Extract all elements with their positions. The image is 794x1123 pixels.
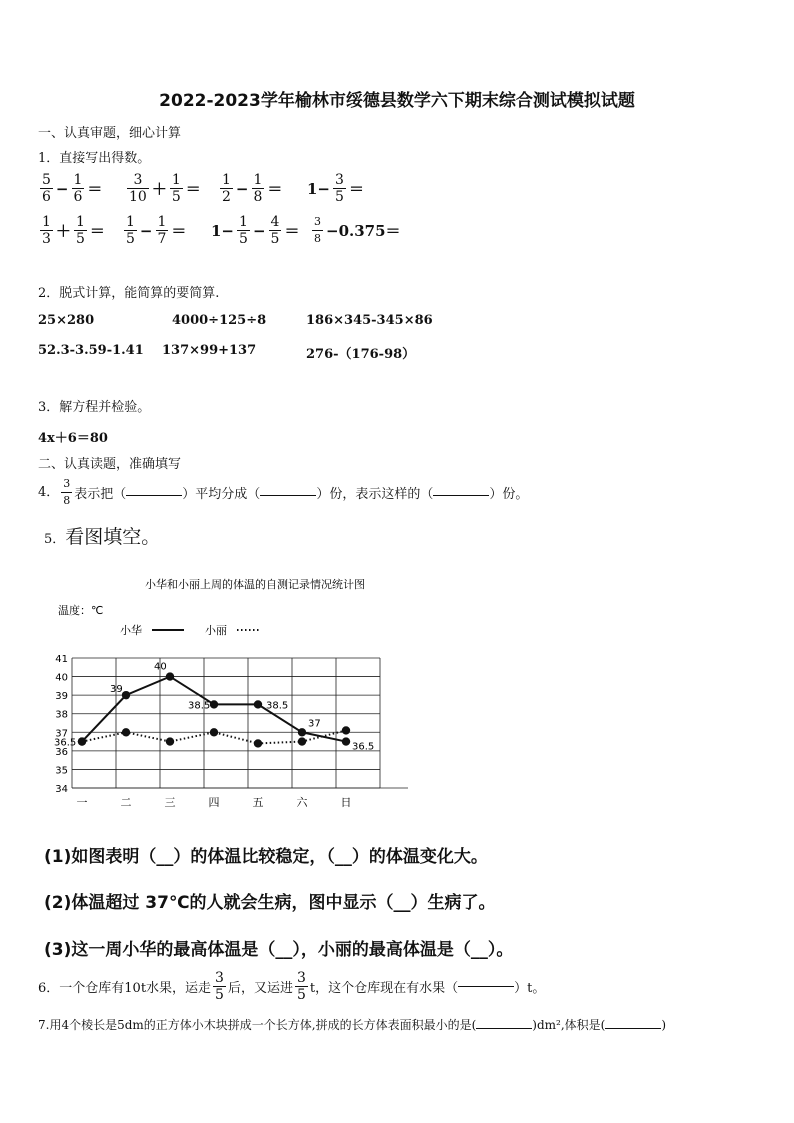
x-tick-label-6: 日	[340, 796, 352, 809]
x-tick-label-2: 三	[164, 796, 176, 809]
q7-text: 7.用4个棱长是5dm的正方体小木块拼成一个长方体,拼成的长方体表面积最小的是( )dm²,体积是( )	[38, 1018, 667, 1032]
q1-label: 1．直接写出得数。	[38, 151, 151, 166]
q1-r2-expr1: $\frac{1}{3}$ ＋ $\frac{1}{5}$ ＝	[42, 214, 105, 247]
q1-r2-expr3: 1− $\frac{1}{5}$ − $\frac{4}{5}$ ＝	[211, 214, 300, 247]
q2-item-3: 186×345-345×86	[306, 313, 433, 328]
q1-r1-expr3: $\frac{1}{2}$ − $\frac{1}{8}$ ＝	[222, 172, 283, 205]
series-0-label-4: 38.5	[266, 700, 289, 712]
series-0-label-2: 40	[154, 661, 167, 673]
section-1-heading: 一、认真审题，细心计算	[38, 126, 182, 141]
y-tick-label-37: 37	[55, 728, 68, 740]
q5-sub-1: (1)如图表明（__）的体温比较稳定，（__）的体温变化大。	[44, 847, 488, 867]
x-tick-label-1: 二	[120, 796, 132, 809]
series-0-point-6	[342, 737, 350, 745]
series-0-label-6: 36.5	[352, 741, 375, 753]
q3-equation: 4x＋6＝80	[38, 431, 108, 446]
q1-r1-expr2: $\frac{3}{10}$ ＋ $\frac{1}{5}$ ＝	[129, 172, 201, 205]
section-2-heading: 二、认真读题，准确填写	[38, 457, 182, 472]
series-0-label-5: 37	[308, 718, 321, 730]
x-tick-label-5: 六	[296, 796, 308, 809]
q5-sub-2: (2)体温超过 37℃的人就会生病，图中显示（__）生病了。	[44, 893, 496, 913]
q2-item-6: 276-（176-98）	[306, 347, 416, 362]
series-1-point-3	[210, 728, 218, 736]
series-0-point-1	[122, 691, 130, 699]
series-0-point-4	[254, 700, 262, 708]
series-1-point-6	[342, 726, 350, 734]
x-tick-label-4: 五	[252, 796, 264, 809]
y-tick-label-40: 40	[55, 672, 68, 684]
y-tick-label-36: 36	[55, 746, 68, 758]
y-tick-label-39: 39	[55, 691, 68, 703]
q2-item-1: 25×280	[38, 313, 95, 328]
series-1-point-5	[298, 737, 306, 745]
series-0-point-2	[166, 672, 174, 680]
y-tick-label-34: 34	[55, 784, 68, 795]
series-1-point-4	[254, 739, 262, 747]
q2-item-4: 52.3-3.59-1.41	[38, 343, 144, 358]
q5-heading: 5．看图填空。	[44, 526, 161, 548]
y-tick-label-41: 41	[55, 654, 68, 665]
q1-r1-expr4: 1− $\frac{3}{5}$ ＝	[307, 172, 364, 205]
q2-label: 2．脱式计算，能简算的要简算.	[38, 286, 220, 301]
q1-r2-expr2: $\frac{1}{5}$ − $\frac{1}{7}$ ＝	[126, 214, 187, 247]
series-0-label-3: 38.5	[188, 700, 211, 712]
q2-item-2: 4000÷125÷8	[172, 313, 267, 328]
legend-xiaohua-label: 小华	[120, 624, 142, 637]
q4-text: 4． $\frac{3}{8}$ 表示把（ ）平均分成（ ）份，表示这样的（ ）份。	[38, 477, 529, 507]
chart-ylabel: 温度：℃	[58, 604, 104, 617]
chart-title: 小华和小丽上周的体温的自测记录情况统计图	[145, 578, 365, 591]
q3-label: 3．解方程并检验。	[38, 400, 151, 415]
legend-xiaoli-label: 小丽	[205, 624, 227, 637]
x-tick-label-3: 四	[208, 796, 220, 809]
chart-legend	[120, 623, 260, 637]
q6-text: 6．一个仓库有10t水果，运走 $\frac{3}{5}$ 后，又运进 $\frac{3}{5}$ t，这个仓库现在有水果（ ）t。	[38, 970, 546, 1003]
q2-item-5: 137×99+137	[162, 343, 257, 358]
series-1-point-2	[166, 737, 174, 745]
y-tick-label-38: 38	[55, 709, 68, 721]
y-tick-label-35: 35	[55, 765, 68, 777]
page-title: 2022-2023学年榆林市绥德县数学六下期末综合测试模拟试题	[159, 91, 635, 111]
temperature-line-chart	[50, 570, 420, 815]
series-0-point-3	[210, 700, 218, 708]
series-0-point-5	[298, 728, 306, 736]
q1-r2-expr4: $\frac{3}{8}$ −0.375＝	[314, 215, 401, 245]
q1-r1-expr1: $\frac{5}{6}$ − $\frac{1}{6}$ ＝	[42, 172, 103, 205]
q5-sub-3: (3)这一周小华的最高体温是（__），小丽的最高体温是（__）。	[44, 940, 514, 960]
series-0-label-1: 39	[110, 684, 123, 696]
x-tick-label-0: 一	[76, 796, 88, 809]
series-0-label-0: 36.5	[54, 737, 77, 749]
series-1-point-0	[78, 737, 86, 745]
series-1-point-1	[122, 728, 130, 736]
